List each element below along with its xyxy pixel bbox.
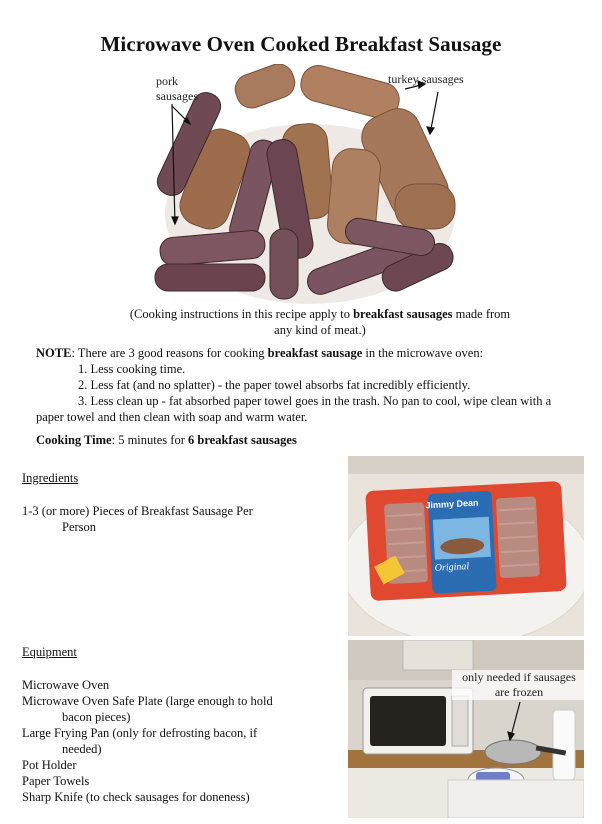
photo-caption: (Cooking instructions in this recipe apply to breakfast sausages made from any kind of meat.) <box>129 307 511 337</box>
reason-item: 3. Less clean up - fat absorbed paper towel goes in the trash. No pan to cool, wipe clean with a <box>78 394 552 408</box>
cooking-time: Cooking Time: 5 minutes for 6 breakfast sausages <box>36 433 297 447</box>
turkey-label: turkey sausages <box>388 72 464 86</box>
package-variety: Original <box>434 561 470 574</box>
equipment-item: Pot Holder <box>22 758 77 772</box>
equipment-item: Microwave Oven Safe Plate (large enough to hold <box>22 694 273 708</box>
reason-item: paper towel and then clean with soap and warm water. <box>36 410 308 424</box>
equipment-item: Paper Towels <box>22 774 90 788</box>
equipment-heading: Equipment <box>22 645 77 659</box>
package-photo <box>348 456 584 636</box>
package-brand: Jimmy Dean <box>425 497 479 511</box>
microwave-photo <box>348 640 584 818</box>
note-section: NOTE: There are 3 good reasons for cooking breakfast sausage in the microwave oven: 1. Less cooking time. 2. Less fat (and no splatter) - the paper towel absorbs fat incredibly efficiently. 3. Less clean up - fat absorbed paper towel goes in the trash. No pan to cool, wipe clean with a paper towel and then clean with soap and warm water. <box>36 345 576 425</box>
page-title: Microwave Oven Cooked Breakfast Sausage <box>100 32 502 56</box>
equipment-item: Microwave Oven <box>22 678 110 692</box>
pork-label: pork sausages <box>156 74 198 103</box>
reason-item: 2. Less fat (and no splatter) - the paper towel absorbs fat incredibly efficiently. <box>78 378 471 392</box>
reason-item: 1. Less cooking time. <box>78 362 186 376</box>
equipment-item: Large Frying Pan (only for defrosting bacon, if <box>22 726 258 740</box>
equipment-list: Microwave Oven Microwave Oven Safe Plate (large enough to hold bacon pieces) Large Frying Pan (only for defrosting bacon, if needed) Pot Holder Paper Towels Sharp Knife (to check sausages for doneness) <box>22 677 342 805</box>
equipment-item: Sharp Knife (to check sausages for doneness) <box>22 790 250 804</box>
ingredients-list: 1-3 (or more) Pieces of Breakfast Sausage Per Person <box>22 504 253 534</box>
frozen-note: only needed if sausages are frozen <box>452 670 586 700</box>
ingredients-heading: Ingredients <box>22 471 79 485</box>
